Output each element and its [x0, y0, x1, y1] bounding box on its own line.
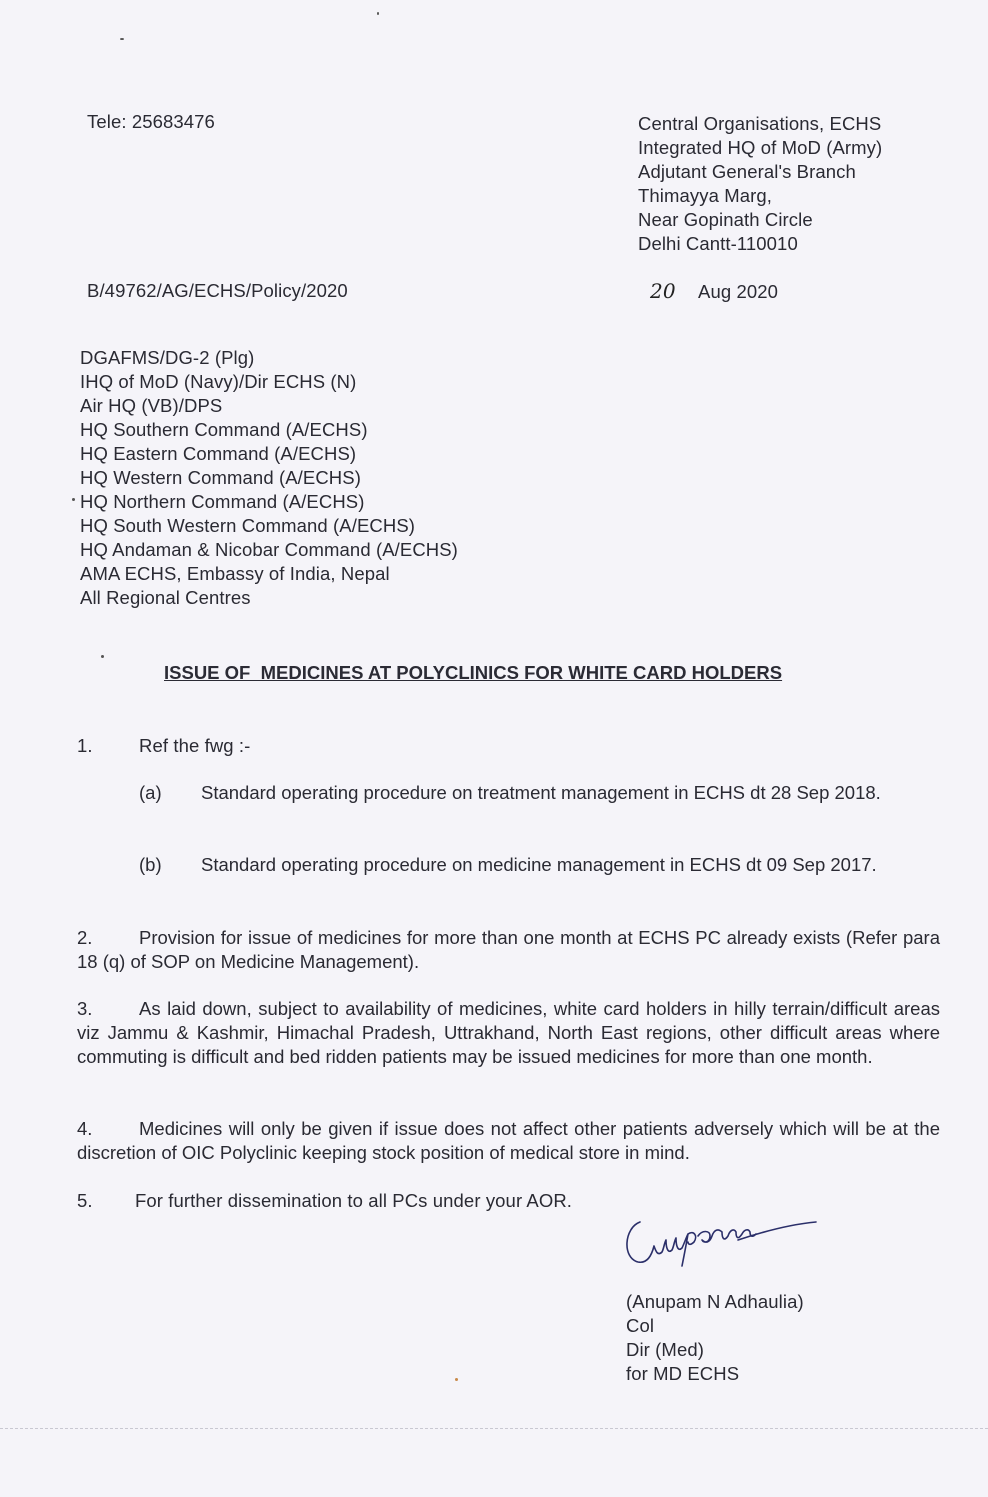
addressee-list [80, 346, 458, 610]
paragraph-5 [77, 1189, 572, 1213]
addressee-item: HQ Western Command (A/ECHS) [80, 467, 361, 488]
addressee-item: Air HQ (VB)/DPS [80, 395, 223, 416]
addressee-item: DGAFMS/DG-2 (Plg) [80, 347, 255, 368]
addressee-item: IHQ of MoD (Navy)/Dir ECHS (N) [80, 371, 357, 392]
paragraph-text: Medicines will only be given if issue does not affect other patients adversely which will be at the discretion of OIC Polyclinic keeping stock position of medical store in mind. [77, 1118, 940, 1163]
scan-speck [120, 38, 124, 40]
reference-number: B/49762/AG/ECHS/Policy/2020 [87, 280, 348, 301]
signature-block [626, 1290, 804, 1386]
scan-speck [455, 1378, 458, 1381]
addressee-item: All Regional Centres [80, 587, 251, 608]
addressee-item: HQ Andaman & Nicobar Command (A/ECHS) [80, 539, 458, 560]
handwritten-signature [618, 1200, 828, 1280]
paragraph-number: 3. [77, 998, 93, 1019]
signatory-name: (Anupam N Adhaulia) [626, 1291, 804, 1312]
paragraph-1a [139, 781, 940, 805]
address-line: Near Gopinath Circle [638, 209, 813, 230]
paragraph-number: 2. [77, 927, 93, 948]
date-day-handwritten: 20 [650, 279, 676, 303]
scan-edge-line [0, 1428, 988, 1429]
telephone-number: Tele: 25683476 [87, 111, 215, 132]
address-line: Central Organisations, ECHS [638, 113, 882, 134]
letter-subject: ISSUE OF MEDICINES AT POLYCLINICS FOR WHITE CARD HOLDERS [164, 662, 783, 683]
paragraph-number: 5. [77, 1190, 93, 1211]
paragraph-3 [77, 997, 940, 1069]
paragraph-number: (b) [139, 854, 162, 875]
address-line: Thimayya Marg, [638, 185, 773, 206]
paragraph-text: Standard operating procedure on treatment management in ECHS dt 28 Sep 2018. [201, 782, 881, 803]
paragraph-number: 1. [77, 735, 93, 756]
letter-date [650, 279, 778, 304]
address-line: Integrated HQ of MoD (Army) [638, 137, 883, 158]
address-line: Delhi Cantt-110010 [638, 233, 798, 254]
paragraph-1b [139, 853, 940, 877]
paragraph-text: Standard operating procedure on medicine management in ECHS dt 09 Sep 2017. [201, 854, 877, 875]
addressee-item: HQ Eastern Command (A/ECHS) [80, 443, 357, 464]
address-line: Adjutant General's Branch [638, 161, 856, 182]
paragraph-number: 4. [77, 1118, 93, 1139]
addressee-item: HQ South Western Command (A/ECHS) [80, 515, 416, 536]
addressee-item: AMA ECHS, Embassy of India, Nepal [80, 563, 390, 584]
scan-speck [101, 655, 104, 658]
paragraph-2 [77, 926, 940, 974]
date-month-year: Aug 2020 [698, 281, 779, 302]
addressee-item: HQ Southern Command (A/ECHS) [80, 419, 368, 440]
scan-speck [377, 12, 379, 15]
signatory-rank: Col [626, 1315, 655, 1336]
paragraph-text: Provision for issue of medicines for more than one month at ECHS PC already exists (Refer para 18 (q) of SOP on Medicine Management). [77, 927, 940, 972]
sender-address [638, 112, 882, 256]
paragraph-text: For further dissemination to all PCs under your AOR. [135, 1190, 573, 1211]
paragraph-1 [77, 734, 250, 758]
scan-speck [72, 498, 75, 501]
paragraph-4 [77, 1117, 940, 1165]
paragraph-text: Ref the fwg :- [139, 735, 251, 756]
signatory-appointment: Dir (Med) [626, 1339, 704, 1360]
paragraph-number: (a) [139, 782, 162, 803]
addressee-item: HQ Northern Command (A/ECHS) [80, 491, 365, 512]
signatory-for: for MD ECHS [626, 1363, 740, 1384]
paragraph-text: As laid down, subject to availability of medicines, white card holders in hilly terrain/difficult areas viz Jammu & Kashmir, Himachal Pradesh, Uttrakhand, North East regions, other difficult areas where commuting is difficult and bed ridden patients may be issued medicines for more than one month. [77, 998, 940, 1067]
